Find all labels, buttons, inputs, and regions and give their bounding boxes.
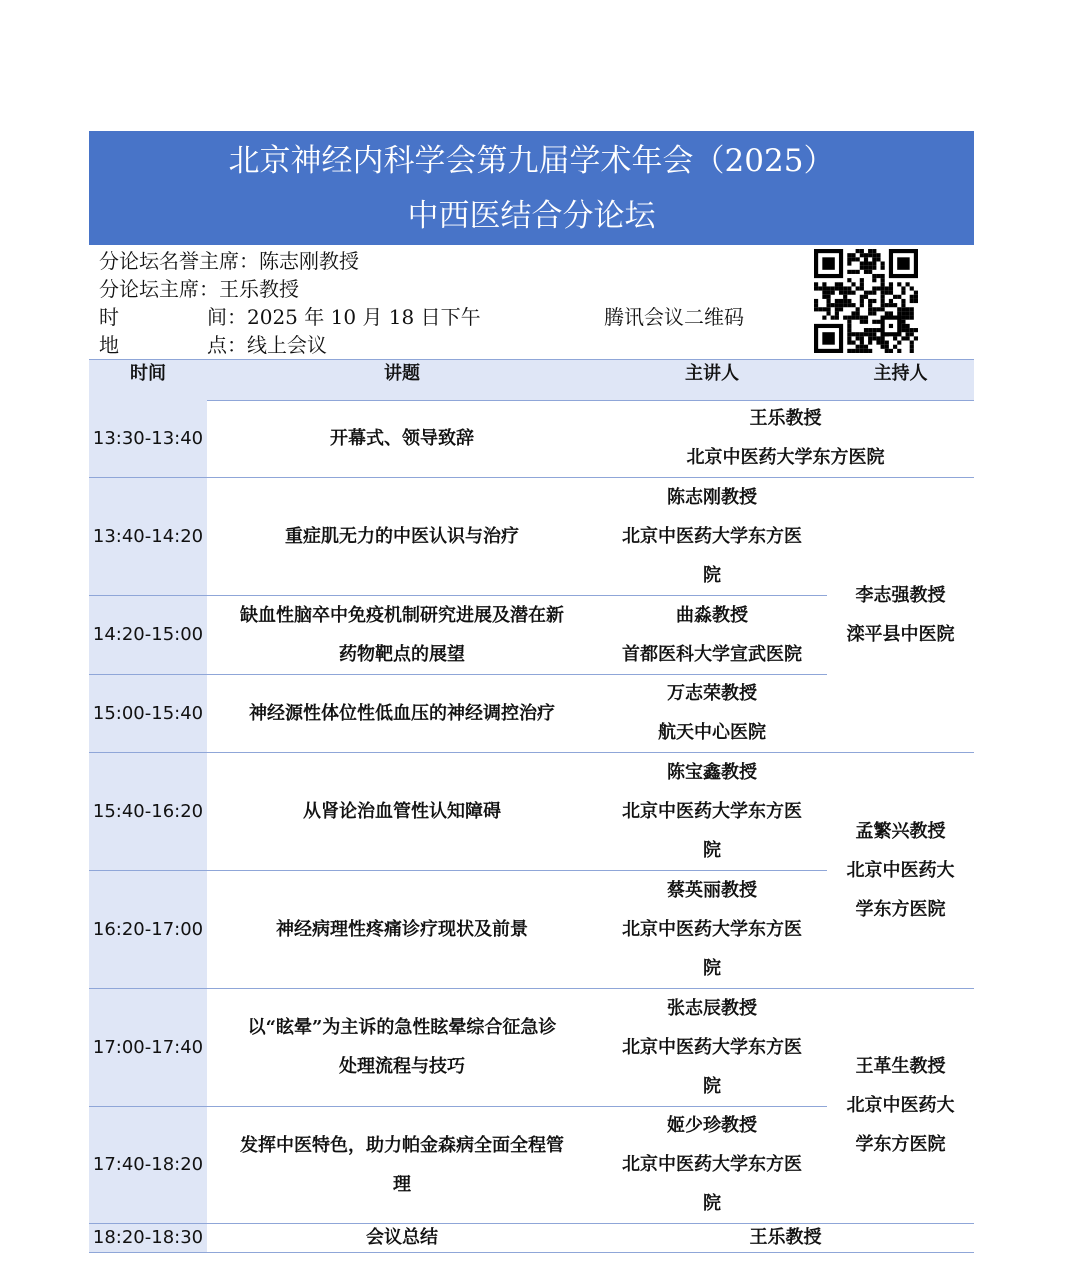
header-host: 主持人 xyxy=(873,363,928,384)
chair-row xyxy=(99,275,299,303)
time-label-b: 间： xyxy=(207,305,247,329)
cell-line: 北京中医药大学东方医 xyxy=(622,525,802,547)
cell-line: 院 xyxy=(703,564,721,586)
cell-line: 北京中医药大 xyxy=(846,1095,955,1116)
time-cell: 15:40-16:20 xyxy=(92,800,204,822)
cell-line: 北京中医药大学东方医 xyxy=(622,800,802,822)
topic-cell xyxy=(207,595,597,674)
cell-line: 王乐教授 xyxy=(749,408,822,429)
topic-cell xyxy=(207,477,597,595)
time-cell: 17:00-17:40 xyxy=(92,1036,204,1058)
host-cell xyxy=(827,477,974,752)
time-label-a: 时 xyxy=(99,305,119,329)
title-line-1: 北京神经内科学会第九届学术年会（2025） xyxy=(228,143,835,179)
topic-cell xyxy=(207,988,597,1106)
cell-line: 药物靶点的展望 xyxy=(339,643,465,665)
time-cell: 16:20-17:00 xyxy=(92,918,204,940)
speaker-cell xyxy=(597,988,827,1106)
cell-line: 从肾论治血管性认知障碍 xyxy=(303,800,501,822)
qr-code-label: 腾讯会议二维码 xyxy=(604,305,744,329)
cell-line: 李志强教授 xyxy=(855,584,946,606)
cell-line: 处理流程与技巧 xyxy=(339,1056,465,1077)
cell-line: 院 xyxy=(703,1075,721,1097)
cell-line: 院 xyxy=(703,839,721,861)
time-cell: 18:20-18:30 xyxy=(92,1227,204,1248)
cell-line: 张志辰教授 xyxy=(667,997,757,1019)
cell-line: 北京中医药大学东方医院 xyxy=(686,447,885,468)
time-cell: 13:30-13:40 xyxy=(92,427,204,449)
schedule-document xyxy=(89,131,974,1248)
time-cell: 14:20-15:00 xyxy=(92,624,204,645)
place-value: 线上会议 xyxy=(247,333,327,357)
cell-line: 神经病理性疼痛诊疗现状及前景 xyxy=(276,918,528,940)
cell-line: 王革生教授 xyxy=(855,1056,946,1077)
cell-line: 发挥中医特色，助力帕金森病全面全程管 xyxy=(240,1134,564,1156)
topic-cell xyxy=(207,1106,597,1223)
info-block xyxy=(89,245,974,359)
cell-line: 北京中医药大学东方医 xyxy=(622,918,802,940)
cell-line: 姬少珍教授 xyxy=(667,1115,757,1136)
cell-line: 蔡英丽教授 xyxy=(667,879,757,901)
cell-line: 陈宝鑫教授 xyxy=(667,761,757,783)
cell-line: 学东方医院 xyxy=(855,898,946,920)
speaker-cell xyxy=(597,674,827,752)
cell-line: 航天中心医院 xyxy=(658,722,766,743)
cell-line: 理 xyxy=(393,1173,411,1195)
header-speaker: 主讲人 xyxy=(685,363,739,384)
header-time: 时间 xyxy=(130,363,166,384)
speaker-cell xyxy=(597,1106,827,1223)
topic-cell xyxy=(207,870,597,988)
chair-label: 分论坛主席： xyxy=(99,277,219,301)
cell-line: 北京中医药大学东方医 xyxy=(622,1154,802,1175)
host-cell xyxy=(827,988,974,1223)
place-label-a: 地 xyxy=(99,333,119,357)
speaker-cell xyxy=(597,595,827,674)
honorary-chair-row xyxy=(99,247,359,275)
cell-line: 万志荣教授 xyxy=(667,683,757,704)
speaker-cell xyxy=(597,477,827,595)
qr-code-image[interactable] xyxy=(814,249,918,353)
cell-line: 院 xyxy=(703,1193,721,1214)
header-topic: 讲题 xyxy=(384,363,420,384)
cell-line: 重症肌无力的中医认识与治疗 xyxy=(285,525,519,547)
cell-line: 会议总结 xyxy=(366,1227,438,1248)
time-value: 2025 年 10 月 18 日下午 xyxy=(247,305,481,329)
honorary-chair-value: 陈志刚教授 xyxy=(259,249,359,273)
speaker-cell xyxy=(597,1223,974,1252)
cell-line: 缺血性脑卒中免疫机制研究进展及潜在新 xyxy=(240,604,564,626)
topic-cell xyxy=(207,1223,597,1252)
cell-line: 院 xyxy=(703,957,721,979)
honorary-chair-label: 分论坛名誉主席： xyxy=(99,249,259,273)
time-cell: 17:40-18:20 xyxy=(92,1154,204,1175)
cell-line: 学东方医院 xyxy=(855,1134,946,1155)
place-label-b: 点： xyxy=(207,333,247,357)
table-header xyxy=(89,359,974,401)
cell-line: 滦平县中医院 xyxy=(846,623,955,645)
title-banner xyxy=(89,131,974,245)
cell-line: 孟繁兴教授 xyxy=(855,820,946,842)
cell-line: 以“眩晕”为主诉的急性眩晕综合征急诊 xyxy=(247,1017,557,1038)
cell-line: 首都医科大学宣武医院 xyxy=(622,643,802,665)
cell-line: 陈志刚教授 xyxy=(667,486,757,508)
topic-cell xyxy=(207,674,597,752)
time-cell: 15:00-15:40 xyxy=(92,702,204,724)
cell-line: 神经源性体位性低血压的神经调控治疗 xyxy=(249,702,555,724)
chair-value: 王乐教授 xyxy=(219,277,299,301)
cell-line: 北京中医药大学东方医 xyxy=(622,1036,802,1058)
speaker-cell xyxy=(597,752,827,870)
cell-line: 曲淼教授 xyxy=(676,604,748,626)
host-cell xyxy=(827,752,974,988)
topic-cell xyxy=(207,752,597,870)
time-row xyxy=(99,303,481,331)
time-cell: 13:40-14:20 xyxy=(92,525,204,547)
topic-cell xyxy=(207,399,597,477)
cell-line: 北京中医药大 xyxy=(846,859,955,881)
row-divider xyxy=(89,1252,974,1253)
cell-line: 开幕式、领导致辞 xyxy=(330,427,474,449)
speaker-cell xyxy=(597,870,827,988)
place-row xyxy=(99,331,327,359)
speaker-cell xyxy=(597,399,974,477)
cell-line: 王乐教授 xyxy=(749,1227,822,1248)
title-line-2: 中西医结合分论坛 xyxy=(407,198,656,234)
